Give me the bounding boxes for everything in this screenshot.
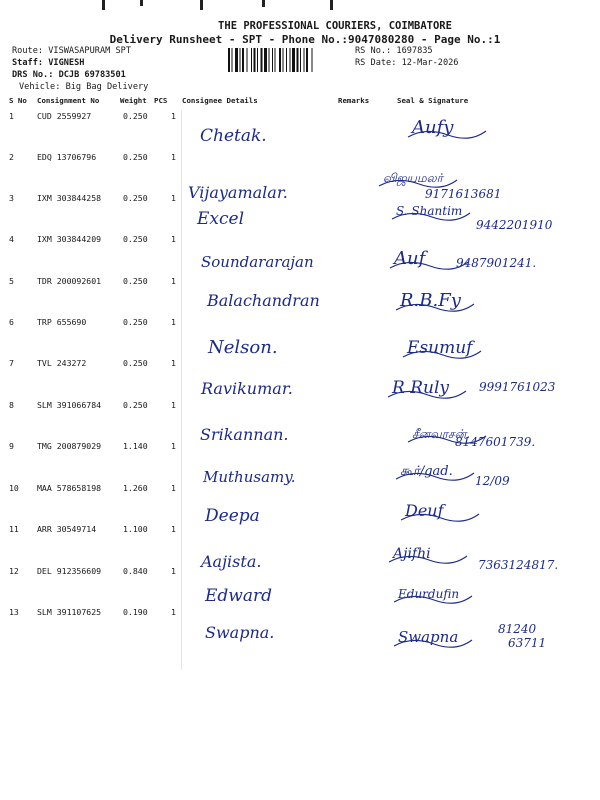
route-label: Route: VISWASAPURAM SPT [12,46,131,56]
table-row [0,234,600,275]
drs-number: DRS No.: DCJB 69783501 [12,70,126,80]
row-consignment-no: IXM 303844258 [37,193,102,203]
row-consignment-no: DEL 912356609 [37,566,102,576]
row-weight: 0.840 [123,566,148,576]
row-consignment-no: MAA 578658198 [37,483,102,493]
row-weight: 0.250 [123,400,148,410]
row-pcs: 1 [171,400,176,410]
row-weight: 0.250 [123,234,148,244]
row-pcs: 1 [171,524,176,534]
receiver-signature: Swapna [398,628,459,646]
row-sno: 6 [9,317,14,327]
consignee-name-handwritten: Chetak. [200,126,267,146]
consignee-name-handwritten: Ravikumar. [201,379,293,398]
row-sno: 9 [9,441,14,451]
receiver-phone-handwritten: 63711 [508,636,547,650]
runsheet-subtitle: Delivery Runsheet - SPT - Phone No.:9047080280 - Page No.:1 [109,33,501,46]
row-sno: 2 [9,152,14,162]
row-consignment-no: TRP 655690 [37,317,87,327]
row-weight: 0.250 [123,317,148,327]
scan-edge-marks [90,0,350,12]
table-row [0,193,600,234]
receiver-phone-handwritten: 81240 [498,622,537,636]
row-weight: 1.140 [123,441,148,451]
col-weight: Weight [120,96,147,105]
table-row [0,483,600,524]
row-sno: 3 [9,193,14,203]
consignee-name-handwritten: Nelson. [208,337,278,358]
table-row [0,317,600,358]
consignee-name-handwritten: Muthusamy. [203,468,296,486]
table-row [0,358,600,399]
row-sno: 5 [9,276,14,286]
table-row [0,607,600,648]
row-pcs: 1 [171,276,176,286]
table-row [0,566,600,607]
col-seal-signature: Seal & Signature [397,96,469,105]
receiver-phone-handwritten: 12/09 [475,474,510,488]
row-pcs: 1 [171,441,176,451]
row-sno: 13 [9,607,19,617]
receiver-phone-handwritten: 9487901241. [456,256,537,270]
company-title: THE PROFESSIONAL COURIERS, COIMBATORE [218,20,452,32]
receiver-signature: Deuf [405,501,444,520]
consignee-name-handwritten: Swapna. [205,623,275,642]
rs-date: RS Date: 12-Mar-2026 [355,58,459,68]
row-weight: 0.190 [123,607,148,617]
row-pcs: 1 [171,193,176,203]
row-weight: 0.250 [123,276,148,286]
row-weight: 0.250 [123,152,148,162]
table-row [0,111,600,152]
row-sno: 12 [9,566,19,576]
row-pcs: 1 [171,111,176,121]
row-pcs: 1 [171,234,176,244]
consignee-name-handwritten: Srikannan. [200,425,289,444]
receiver-phone-handwritten: 9991761023 [479,380,556,394]
receiver-signature: R Ruly [392,378,449,398]
consignee-name-handwritten: Vijayamalar. [188,183,288,202]
row-pcs: 1 [171,607,176,617]
row-pcs: 1 [171,317,176,327]
col-pcs: PCS [154,96,168,105]
consignee-name-handwritten: Soundararajan [201,253,314,271]
receiver-signature: Auf [394,248,426,269]
rs-number: RS No.: 1697835 [355,46,433,56]
table-row [0,276,600,317]
receiver-signature: கூர்/gad. [400,464,453,479]
consignee-name-handwritten: Balachandran [207,291,320,310]
row-weight: 0.250 [123,193,148,203]
row-sno: 4 [9,234,14,244]
row-weight: 0.250 [123,358,148,368]
row-consignment-no: IXM 303844209 [37,234,102,244]
row-sno: 11 [9,524,19,534]
staff-label: Staff: VIGNESH [12,58,85,68]
col-consignee: Consignee Details [182,96,258,105]
row-consignment-no: EDQ 13706796 [37,152,97,162]
row-consignment-no: SLM 391107625 [37,607,102,617]
row-pcs: 1 [171,358,176,368]
row-sno: 8 [9,400,14,410]
receiver-phone-handwritten: 9171613681 [425,187,502,201]
consignee-name-handwritten: Edward [205,586,272,606]
row-pcs: 1 [171,152,176,162]
vehicle-label: Vehicle: Big Bag Delivery [19,82,149,92]
row-weight: 0.250 [123,111,148,121]
receiver-phone-handwritten: 7363124817. [478,558,559,572]
receiver-signature: Esumuf [407,338,473,358]
row-consignment-no: TDR 200092601 [37,276,102,286]
row-sno: 10 [9,483,19,493]
col-sno: S No [9,96,27,105]
receiver-signature: Aufy [412,117,454,138]
receiver-signature: Ajifhi [393,546,431,562]
receiver-phone-handwritten: 9442201910 [476,218,553,232]
receiver-signature: விஜயமலர் [383,171,443,185]
consignee-name-handwritten: Aajista. [201,552,262,571]
receiver-signature: R.B.Fy [400,290,461,311]
receiver-signature: Edurdufin [398,587,460,601]
row-weight: 1.100 [123,524,148,534]
receiver-signature: சீனவாசன். [412,427,471,441]
row-consignment-no: TVL 243272 [37,358,87,368]
receiver-signature: S. Shantim [396,204,463,218]
row-consignment-no: TMG 200879029 [37,441,102,451]
barcode-image [228,48,350,72]
col-remarks: Remarks [338,96,370,105]
row-consignment-no: ARR 30549714 [37,524,97,534]
row-weight: 1.260 [123,483,148,493]
row-consignment-no: SLM 391066784 [37,400,102,410]
receiver-phone-handwritten: 8147601739. [455,435,536,449]
row-consignment-no: CUD 2559927 [37,111,92,121]
row-pcs: 1 [171,483,176,493]
consignee-name-handwritten: Excel [197,209,245,229]
row-pcs: 1 [171,566,176,576]
row-sno: 1 [9,111,14,121]
consignee-name-handwritten: Deepa [205,506,260,526]
row-sno: 7 [9,358,14,368]
col-consignment: Consignment No [37,96,100,105]
handwriting-area [0,607,600,667]
